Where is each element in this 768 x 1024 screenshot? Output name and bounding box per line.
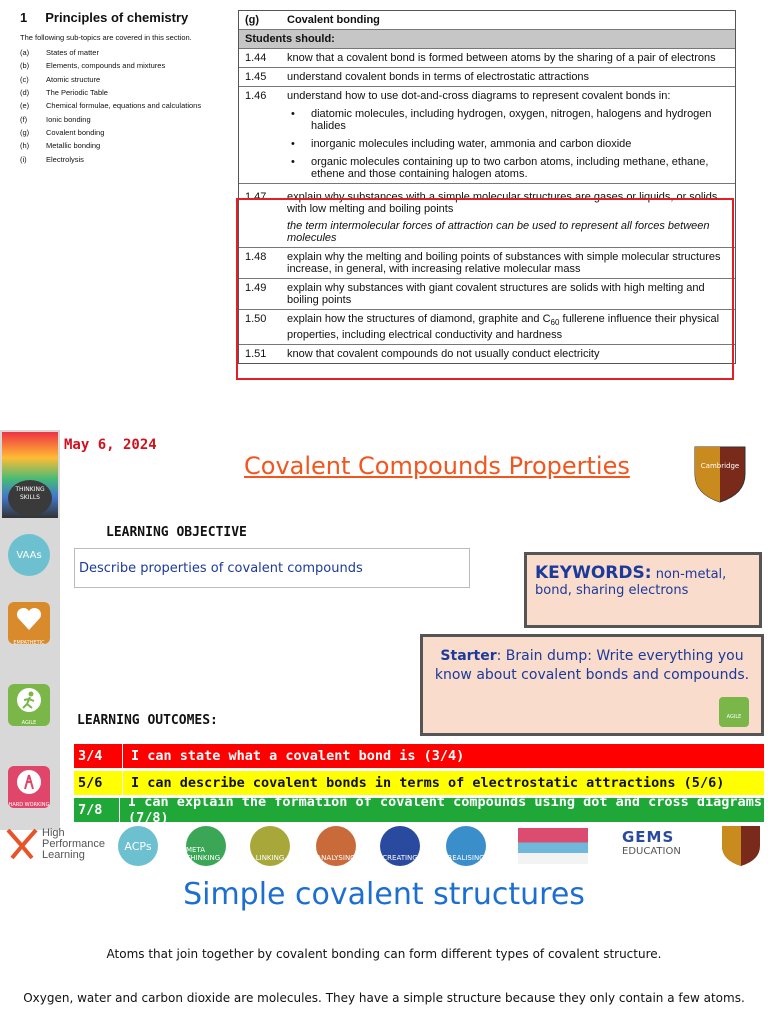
outcome-row <box>74 771 764 795</box>
outcome-level: 5/6 <box>74 771 123 795</box>
runner-icon <box>8 684 50 716</box>
hpl-line: High <box>42 827 65 839</box>
list-item <box>291 108 729 132</box>
row-note: the term intermolecular forces of attraction can be used to represent all forces between molecules <box>287 220 710 244</box>
list-item <box>20 59 230 72</box>
topic-list <box>20 46 230 166</box>
students-should-band: Students should: <box>239 30 735 48</box>
bullet-text: diatomic molecules, including hydrogen, oxygen, nitrogen, halogens and hydrogen halides <box>311 108 712 132</box>
realising-badge: REALISING <box>446 826 486 866</box>
list-item <box>20 46 230 59</box>
topic-letter: (c) <box>20 74 29 84</box>
section-title: Covalent bonding <box>287 14 380 26</box>
topic-letter: (h) <box>20 141 30 151</box>
spec-intro: The following sub-topics are covered in this section. <box>20 33 192 42</box>
lesson-date: May 6, 2024 <box>64 437 157 453</box>
row-number: 1.50 <box>245 313 267 325</box>
row-text <box>285 188 735 247</box>
table-row <box>239 183 735 247</box>
bullet-text: inorganic molecules including water, ammonia and carbon dioxide <box>311 138 632 150</box>
topic-letter: (g) <box>20 127 30 137</box>
topic-letter: (d) <box>20 88 30 98</box>
spec-contents <box>20 10 230 166</box>
keywords-label: KEYWORDS: <box>535 563 652 583</box>
row-text: understand covalent bonds in terms of electrostatic attractions <box>287 71 590 83</box>
outcome-row <box>74 794 764 826</box>
row-number: 1.51 <box>245 348 267 361</box>
table-row <box>239 48 735 67</box>
list-item <box>291 156 729 180</box>
creating-badge: CREATING <box>380 826 420 866</box>
row-text-main: understand how to use dot-and-cross diagrams to represent covalent bonds in: <box>287 90 671 102</box>
outcome-level: 7/8 <box>74 798 120 822</box>
starter-label: Starter <box>440 648 497 664</box>
spec-heading <box>20 10 230 25</box>
cambridge-crest-small-icon <box>720 824 762 872</box>
agile-badge-icon: AGILE <box>719 697 749 727</box>
hpl-line: Learning <box>42 849 85 861</box>
starter-text: : Brain dump: Write everything you know about covalent bonds and compounds. <box>434 648 750 683</box>
topic-name: Ionic bonding <box>46 114 91 124</box>
empathetic-label: EMPATHETIC <box>13 640 45 646</box>
gems-sub: EDUCATION <box>622 846 681 857</box>
paragraph-1: Atoms that join together by covalent bonding can form different types of covalent structure. <box>106 947 662 961</box>
person-icon <box>8 766 50 798</box>
table-row <box>239 309 735 344</box>
hpl-line: Performance <box>42 838 105 850</box>
table-row <box>239 278 735 309</box>
topic-letter: (a) <box>20 48 30 58</box>
subscript: 60 <box>550 318 560 328</box>
cambridge-crest-icon <box>692 444 748 504</box>
row-text: know that covalent compounds do not usually conduct electricity <box>287 348 600 361</box>
analysing-badge: ANALYSING <box>316 826 356 866</box>
outcome-text: I can describe covalent bonds in terms of electrostatic attractions (5/6) <box>131 775 725 791</box>
table-row <box>239 247 735 278</box>
thinking-skills-icon <box>2 432 58 518</box>
starter-box <box>420 634 764 736</box>
outcome-text: I can explain the formation of covalent compounds using dot and cross diagrams (7/8) <box>127 794 762 826</box>
left-sidebar <box>0 430 60 830</box>
topic-name: Atomic structure <box>46 74 101 84</box>
section-letter: (g) <box>245 14 260 26</box>
agile-icon <box>8 684 50 726</box>
bullet-icon: • <box>291 156 295 168</box>
list-item <box>20 126 230 139</box>
slide-title: Covalent Compounds Properties <box>244 452 630 480</box>
bullet-icon: • <box>291 138 295 150</box>
row-number: 1.49 <box>245 282 267 294</box>
outcome-text: I can state what a covalent bond is (3/4) <box>131 748 465 764</box>
keywords-box <box>524 552 762 628</box>
heart-icon <box>8 602 50 636</box>
adek-logo-icon <box>518 828 588 864</box>
hpl-logo-icon <box>6 828 38 860</box>
row-text <box>285 310 735 344</box>
hpl-text <box>42 828 105 861</box>
row-text <box>285 87 735 183</box>
spec-title: Principles of chemistry <box>45 10 189 25</box>
list-item <box>20 99 230 112</box>
topic-name: States of matter <box>46 48 99 58</box>
row-text: know that a covalent bond is formed between atoms by the sharing of a pair of electrons <box>287 52 716 64</box>
spec-number: 1 <box>20 10 28 25</box>
row-text-a: explain how the structures of diamond, graphite and C <box>287 313 551 325</box>
topic-name: Covalent bonding <box>46 127 105 137</box>
list-item <box>20 112 230 125</box>
section-heading: Simple covalent structures <box>183 877 585 912</box>
hard-working-label: HARD WORKING <box>8 802 50 808</box>
row-number: 1.46 <box>245 90 267 102</box>
acps-badge: ACPs <box>118 826 158 866</box>
topic-letter: (f) <box>20 114 28 124</box>
lesson-slide <box>0 430 768 870</box>
meta-thinking-badge: META THINKING <box>186 826 226 866</box>
row-number: 1.44 <box>245 52 267 64</box>
table-row <box>239 344 735 363</box>
table-row <box>239 86 735 183</box>
list-item <box>291 138 729 150</box>
gems-logo: GEMS <box>622 828 675 846</box>
keywords-text: non-metal, bond, sharing electrons <box>535 567 727 598</box>
crest-label: Cambridge <box>700 462 740 470</box>
spec-table <box>238 10 736 364</box>
topic-letter: (i) <box>20 154 27 164</box>
row-number: 1.45 <box>245 71 267 83</box>
topic-name: Elements, compounds and mixtures <box>46 61 166 71</box>
row-number: 1.47 <box>245 191 267 203</box>
list-item <box>20 152 230 165</box>
list-item <box>20 86 230 99</box>
objective-box: Describe properties of covalent compounds <box>74 548 470 588</box>
list-item <box>20 73 230 86</box>
topic-name: Electrolysis <box>46 154 84 164</box>
topic-name: Metallic bonding <box>46 141 101 151</box>
row-text: explain why substances with giant covalent structures are solids with high melting and boiling points <box>287 282 705 306</box>
paragraph-2: Oxygen, water and carbon dioxide are molecules. They have a simple structure because they only contain a few atoms. <box>23 991 745 1005</box>
list-item <box>20 139 230 152</box>
row-text-b: fullerene influence their physical properties, including electrical conductivity and hardness <box>287 313 720 342</box>
linking-badge: LINKING <box>250 826 290 866</box>
footer-logos <box>0 824 768 870</box>
topic-letter: (e) <box>20 101 30 111</box>
vaas-icon: VAAs <box>8 534 50 576</box>
hard-working-icon <box>8 766 50 808</box>
outcome-row <box>74 744 764 768</box>
empathetic-icon <box>8 602 50 644</box>
table-header <box>239 11 735 29</box>
thinking-label: THINKING SKILLS <box>8 480 52 516</box>
outcomes-label: LEARNING OUTCOMES: <box>77 713 218 728</box>
topic-name: The Periodic Table <box>46 88 108 98</box>
bullet-text: organic molecules containing up to two carbon atoms, including methane, ethane, ethene and those containing halogen atoms. <box>311 156 709 180</box>
row-text-main: explain why substances with a simple molecular structures are gases or liquids, or solids with low melting and boiling points <box>287 191 718 215</box>
bullet-list <box>287 108 729 180</box>
outcome-level: 3/4 <box>74 744 123 768</box>
bullet-icon: • <box>291 108 295 120</box>
band-row <box>239 29 735 48</box>
topic-name: Chemical formulae, equations and calculations <box>46 101 202 111</box>
table-row <box>239 67 735 86</box>
row-text: explain why the melting and boiling points of substances with simple molecular structures increase, in general, with increasing relative molecular mass <box>287 251 721 275</box>
row-number: 1.48 <box>245 251 267 263</box>
agile-label: AGILE <box>21 720 37 726</box>
objective-label: LEARNING OBJECTIVE <box>106 525 247 540</box>
topic-letter: (b) <box>20 61 30 71</box>
